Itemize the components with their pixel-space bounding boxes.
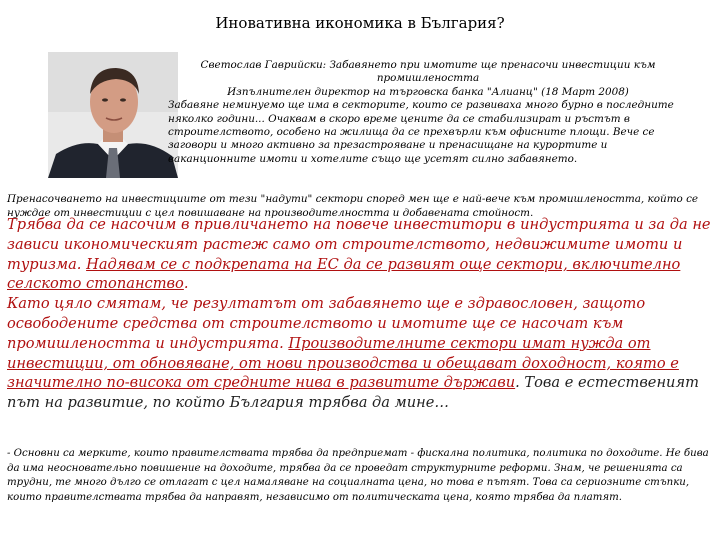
emphasis-p2-end: . Това е естественият път на развитие, по който България трябва да мине… [7, 374, 699, 412]
emphasis-p1: Трябва да се насочим в привличането на повече инвеститори в индустрията и за да не зависи икономическият растеж само от строителството, недвижимите имоти и туризма. [7, 216, 711, 273]
emphasis-p1-end: . [183, 275, 189, 293]
article-byline: Изпълнителен директор на търговска банка "Алианц" (18 Март 2008) [227, 85, 629, 98]
redirect-paragraph: Пренасочването на инвестициите от тези "надути" сектори според мен ще е най-вече към промишлеността, който се нуждае от инвестиции с цел повишаване на производителността и добавената стойност. [7, 193, 699, 219]
emphasis-p1-underlined: Надявам се с подкрепата на ЕС да се развият още сектори, включително селското стопанство [7, 255, 681, 293]
emphasis-p2: Като цяло смятам, че резултатът от забавянето ще е здравословен, защото освободените средства от строителството и имотите ще се насочат към промишлеността и индустрията. [7, 295, 646, 352]
emphasis-paragraphs [7, 215, 713, 413]
intro-quote: Забавяне неминуемо ще има в секторите, които се развиваха много бурно в последните няколко години... Очаквам в скоро време цените да се стабилизират и ръстът в строителството, особено на жилища да се прехвърли към офисните площи. Вече се заговори и много активно за презастрояване и пренасищане на курортите и ваканционните имоти и хотелите също ще усетят силно забавянето. [168, 99, 674, 165]
article-headline: Светослав Гаврийски: Забавянето при имотите ще пренасочи инвестиции към промишлеността [200, 59, 656, 85]
footer-paragraph: - Основни са мерките, които правителствата трябва да предприемат - фискална политика, политика по доходите. Не бива да има неосновательно повишение на доходите, трябва да се проведат структурните реформи. Знам, че решенията са трудни, те много дълго се отлагат с цел намаляване на социалната цена, но това е пътят. Това са сериозните стъпки, които правителствата трябва да направят, независимо от политическата цена, която трябва да платят. [7, 448, 709, 503]
portrait-photo-icon [48, 52, 178, 178]
intro-block [168, 59, 688, 166]
page-title: Иновативна икономика в България? [215, 14, 505, 32]
emphasis-p2-underlined: Производителните сектори имат нужда от инвестиции, от обновяване, от нови производства и обещават доходност, която е значително по-висока от средните нива в развитите държави [7, 334, 679, 392]
